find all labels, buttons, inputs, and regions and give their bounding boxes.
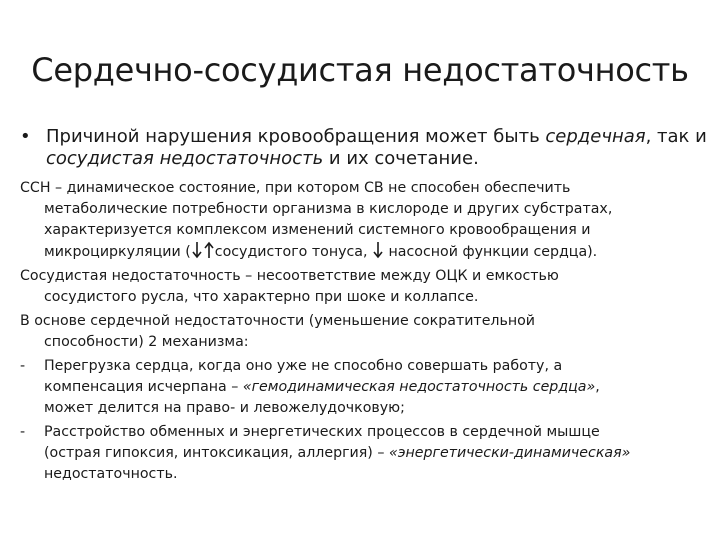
ssn-definition — [20, 178, 710, 263]
mechanism-2-italic: «энергетически-динамическая» — [388, 445, 631, 461]
mechanism-1-line-1: Перегрузка сердца, когда оно уже не способно совершать работу, а — [44, 358, 563, 374]
mechanism-2 — [20, 422, 710, 485]
mechanism-1-italic: «гемодинамическая недостаточность сердца» — [242, 379, 596, 395]
arrow-up-icon — [203, 241, 215, 259]
vascular-line-1: Сосудистая недостаточность – несоответствие между ОЦК и емкостью — [20, 268, 559, 284]
mechanism-2-line-1: Расстройство обменных и энергетических процессов в сердечной мышце — [44, 424, 600, 440]
ssn-line-4b: сосудистого тонуса, — [214, 244, 368, 260]
bullet-text-2: , так и — [645, 126, 707, 147]
ssn-line-4a: микроциркуляции ( — [44, 244, 191, 260]
ssn-line-1: ССН – динамическое состояние, при котором СВ не способен обеспечить — [20, 180, 571, 196]
slide-content — [20, 126, 710, 488]
basis-line-1: В основе сердечной недостаточности (уменьшение сократительной — [20, 313, 536, 329]
arrow-down-icon — [191, 241, 203, 259]
ssn-line-2: метаболические потребности организма в кислороде и других субстратах, — [44, 201, 613, 217]
vascular-line-2: сосудистого русла, что характерно при шоке и коллапсе. — [44, 289, 479, 305]
mechanism-1-line-2a: компенсация исчерпана – — [44, 379, 243, 395]
basis-line-2: способности) 2 механизма: — [44, 334, 249, 350]
mechanism-2-line-3: недостаточность. — [44, 466, 178, 482]
bullet-italic-vascular: сосудистая недостаточность — [46, 148, 324, 169]
mechanism-1 — [20, 356, 710, 419]
bullet-italic-cardiac: сердечная — [545, 126, 646, 147]
basis-paragraph — [20, 311, 710, 353]
slide-title: Сердечно-сосудистая недостаточность — [31, 51, 689, 89]
bullet-marker: • — [20, 126, 31, 147]
bullet-paragraph — [20, 126, 710, 170]
bullet-text-1: Причиной нарушения кровообращения может быть — [46, 126, 546, 147]
ssn-line-4c: насосной функции сердца). — [388, 244, 598, 260]
mechanism-2-line-2a: (острая гипоксия, интоксикация, аллергия) – — [44, 445, 389, 461]
dash-marker: - — [20, 358, 26, 374]
bullet-text-3: и их сочетание. — [323, 148, 479, 169]
dash-marker: - — [20, 424, 26, 440]
arrow-down-icon — [372, 241, 384, 259]
vascular-definition — [20, 266, 710, 308]
mechanism-1-line-2b: , — [595, 379, 600, 395]
ssn-line-3: характеризуется комплексом изменений системного кровообращения и — [44, 222, 591, 238]
mechanism-1-line-3: может делится на право- и левожелудочковую; — [44, 400, 405, 416]
